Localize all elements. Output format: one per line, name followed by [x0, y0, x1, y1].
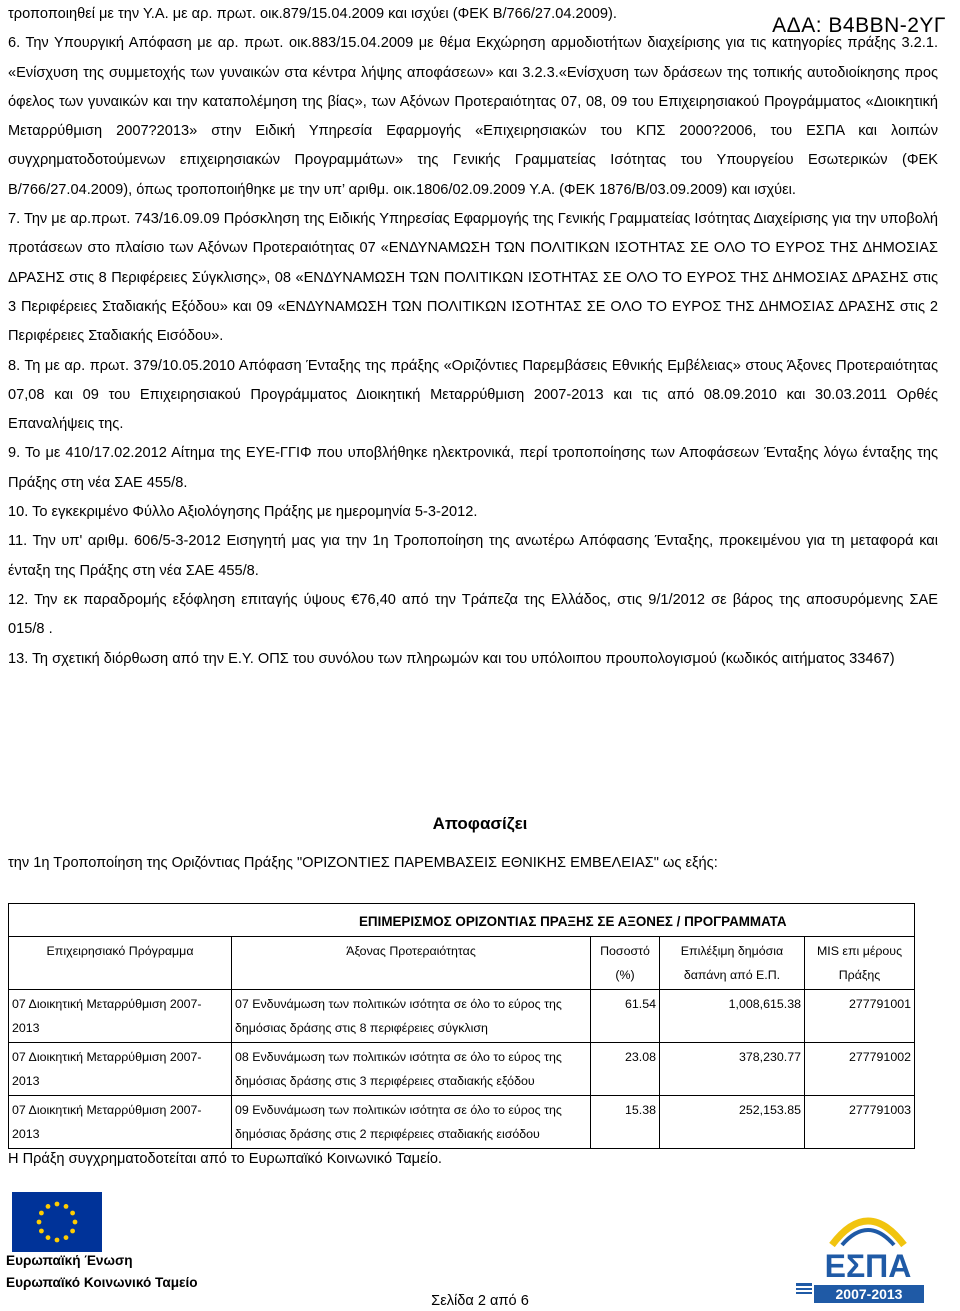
cell-axis: 09 Ενδυνάμωση των πολιτικών ισότητα σε όλο το εύρος της δημόσιας δράσης στις 2 περιφέρειες σταδιακής εισόδου [232, 1096, 591, 1149]
header-axis: Άξονας Προτεραιότητας [232, 937, 591, 990]
paragraph: 7. Την με αρ.πρωτ. 743/16.09.09 Πρόσκληση της Ειδικής Υπηρεσίας Εφαρμογής της Γενικής Γραμματείας Ισότητας Διαχείρισης για την υποβολή προτάσεων στο πλαίσιο των Αξόνων Προτεραιότητας 07 «ΕΝΔΥΝΑΜΩΣΗ ΤΩΝ ΠΟΛΙΤΙΚΩΝ ΙΣΟΤΗΤΑΣ ΣΕ ΟΛΟ ΤΟ ΕΥΡΟΣ ΤΗΣ ΔΗΜΟΣΙΑΣ ΔΡΑΣΗΣ στις 8 Περιφέρειες Σύγκλισης», 08 «ΕΝΔΥΝΑΜΩΣΗ ΤΩΝ ΠΟΛΙΤΙΚΩΝ ΙΣΟΤΗΤΑΣ ΣΕ ΟΛΟ ΤΟ ΕΥΡΟΣ ΤΗΣ ΔΗΜΟΣΙΑΣ ΔΡΑΣΗΣ στις 3 Περιφέρειες Σταδιακής Εξόδου» και 09 «ΕΝΔΥΝΑΜΩΣΗ ΤΩΝ ΠΟΛΙΤΙΚΩΝ ΙΣΟΤΗΤΑΣ ΣΕ ΟΛΟ ΤΟ ΕΥΡΟΣ ΤΗΣ ΔΗΜΟΣΙΑΣ ΔΡΑΣΗΣ στις 2 Περιφέρειες Σταδιακής Εισόδου». [8, 211, 938, 345]
espa-logo-text: ΕΣΠΑ [824, 1248, 912, 1284]
paragraph: 10. Το εγκεκριμένο Φύλλο Αξιολόγησης Πράξης με ημερομηνία 5-3-2012. [8, 504, 478, 521]
cell-mis: 277791001 [805, 990, 915, 1043]
table-row [9, 1043, 915, 1096]
header-mis: MIS επι μέρους Πράξης [805, 937, 915, 990]
paragraph: 12. Την εκ παραδρομής εξόφληση επιταγής ύψους €76,40 από την Τράπεζα της Ελλάδος, στις 9/1/2012 σε βάρος της αποσυρόμενης ΣΑΕ 015/8 . [8, 591, 938, 638]
eu-flag-icon [12, 1192, 102, 1252]
decision-intro: την 1η Τροποποίηση της Οριζόντιας Πράξης "ΟΡΙΖΟΝΤΙΕΣ ΠΑΡΕΜΒΑΣΕΙΣ ΕΘΝΙΚΗΣ ΕΜΒΕΛΕΙΑΣ" ως εξής: [8, 855, 718, 871]
table-row [9, 1096, 915, 1149]
cell-program: 07 Διοικητική Μεταρρύθμιση 2007-2013 [9, 990, 232, 1043]
cell-program: 07 Διοικητική Μεταρρύθμιση 2007-2013 [9, 1043, 232, 1096]
espa-years-text: 2007-2013 [835, 1286, 903, 1302]
cell-expense: 252,153.85 [660, 1096, 805, 1149]
table-row [9, 990, 915, 1043]
cell-program: 07 Διοικητική Μεταρρύθμιση 2007-2013 [9, 1096, 232, 1149]
cell-mis: 277791003 [805, 1096, 915, 1149]
cell-percent: 23.08 [591, 1043, 660, 1096]
cell-percent: 61.54 [591, 990, 660, 1043]
paragraph: 6. Την Υπουργική Απόφαση με αρ. πρωτ. οικ.883/15.04.2009 με θέμα Εκχώρηση αρμοδιοτήτων διαχείρισης για τις κατηγορίες πράξης 3.2.1. «Ενίσχυση της συμμετοχής των γυναικών στα κέντρα λήψης αποφάσεων» και 3.2.3.«Ενίσχυση των δράσεων της τοπικής αυτοδιοίκησης προς όφελος των γυναικών και την καταπολέμηση της βίας», των Αξόνων Προτεραιότητας 07, 08, 09 του Επιχειρησιακού Προγράμματος «Διοικητική Μεταρρύθμιση 2007?2013» στην Ειδική Υπηρεσία Εφαρμογής «Επιχειρησιακών του ΚΠΣ 2000?2006, του ΕΣΠΑ και λοιπών συγχρηματοδοτούμενων επιχειρησιακών Προγραμμάτων» της Γενικής Γραμματείας Ισότητας του Υπουργείου Εσωτερικών (ΦΕΚ Β/766/27.04.2009), όπως τροποποιήθηκε με την υπ’ αριθμ. οικ.1806/02.09.2009 Υ.Α. (ΦΕΚ 1876/Β/03.09.2009) και ισχύει. [8, 35, 938, 198]
cofunding-note: Η Πράξη συγχρηματοδοτείται από το Ευρωπαϊκό Κοινωνικό Ταμείο. [8, 1151, 442, 1167]
eu-union-text: Ευρωπαϊκή Ένωση [6, 1253, 133, 1268]
cell-axis: 07 Ενδυνάμωση των πολιτικών ισότητα σε όλο το εύρος της δημόσιας δράσης στις 8 περιφέρειες σύγκλιση [232, 990, 591, 1043]
allocation-table [8, 903, 915, 1149]
page-number: Σελίδα 2 από 6 [431, 1293, 529, 1309]
header-expense: Επιλέξιμη δημόσια δαπάνη από Ε.Π. [660, 937, 805, 990]
paragraph: 11. Την υπ' αριθμ. 606/5-3-2012 Εισηγητή μας για την 1η Τροποποίηση της ανωτέρω Απόφασης Ένταξης, προκειμένου για τη μεταφορά και ένταξη της Πράξης στη νέα ΣΑΕ 455/8. [8, 533, 938, 579]
cell-expense: 1,008,615.38 [660, 990, 805, 1043]
cell-expense: 378,230.77 [660, 1043, 805, 1096]
header-percent: Ποσοστό (%) [591, 937, 660, 990]
cell-axis: 08 Ενδυνάμωση των πολιτικών ισότητα σε όλο το εύρος της δημόσιας δράσης στις 3 περιφέρειες σταδιακής εξόδου [232, 1043, 591, 1096]
paragraph: 13. Τη σχετική διόρθωση από την Ε.Υ. ΟΠΣ του συνόλου των πληρωμών και του υπόλοιπου προυπολογισμού (κωδικός αιτήματος 33467) [8, 650, 895, 667]
esf-text: Ευρωπαϊκό Κοινωνικό Ταμείο [6, 1275, 198, 1290]
eu-label [6, 1250, 198, 1294]
table-caption: ΕΠΙΜΕΡΙΣΜΟΣ ΟΡΙΖΟΝΤΙΑΣ ΠΡΑΞΗΣ ΣΕ ΑΞΟΝΕΣ / ΠΡΟΓΡΑΜΜΑΤΑ [232, 904, 915, 937]
decision-heading: Αποφασίζει [432, 814, 528, 833]
cell-mis: 277791002 [805, 1043, 915, 1096]
ada-code: ΑΔΑ: Β4ΒΒΝ-2ΥΓ [772, 14, 946, 37]
header-program: Επιχειρησιακό Πρόγραμμα [9, 937, 232, 990]
paragraph: 9. Το με 410/17.02.2012 Αίτημα της ΕΥΕ-ΓΓΙΦ που υποβλήθηκε ηλεκτρονικά, περί τροποποίησης των Αποφάσεων Ένταξης λόγω ένταξης της Πράξης στη νέα ΣΑΕ 455/8. [8, 445, 938, 491]
paragraph: 8. Τη με αρ. πρωτ. 379/10.05.2010 Απόφαση Ένταξης της πράξης «Οριζόντιες Παρεμβάσεις Εθνικής Εμβέλειας» στους Άξονες Προτεραιότητας 07,08 και 09 του Επιχειρησιακού Προγράμματος Διοικητική Μεταρρύθμιση 2007-2013 και τις από 08.09.2010 και 30.03.2011 Ορθές Επαναλήψεις της. [8, 357, 938, 433]
considerations-text [8, 0, 938, 674]
paragraph: τροποποιηθεί με την Υ.Α. με αρ. πρωτ. οικ.879/15.04.2009 και ισχύει (ΦΕΚ Β/766/27.04.2009). [8, 6, 617, 22]
cell-percent: 15.38 [591, 1096, 660, 1149]
